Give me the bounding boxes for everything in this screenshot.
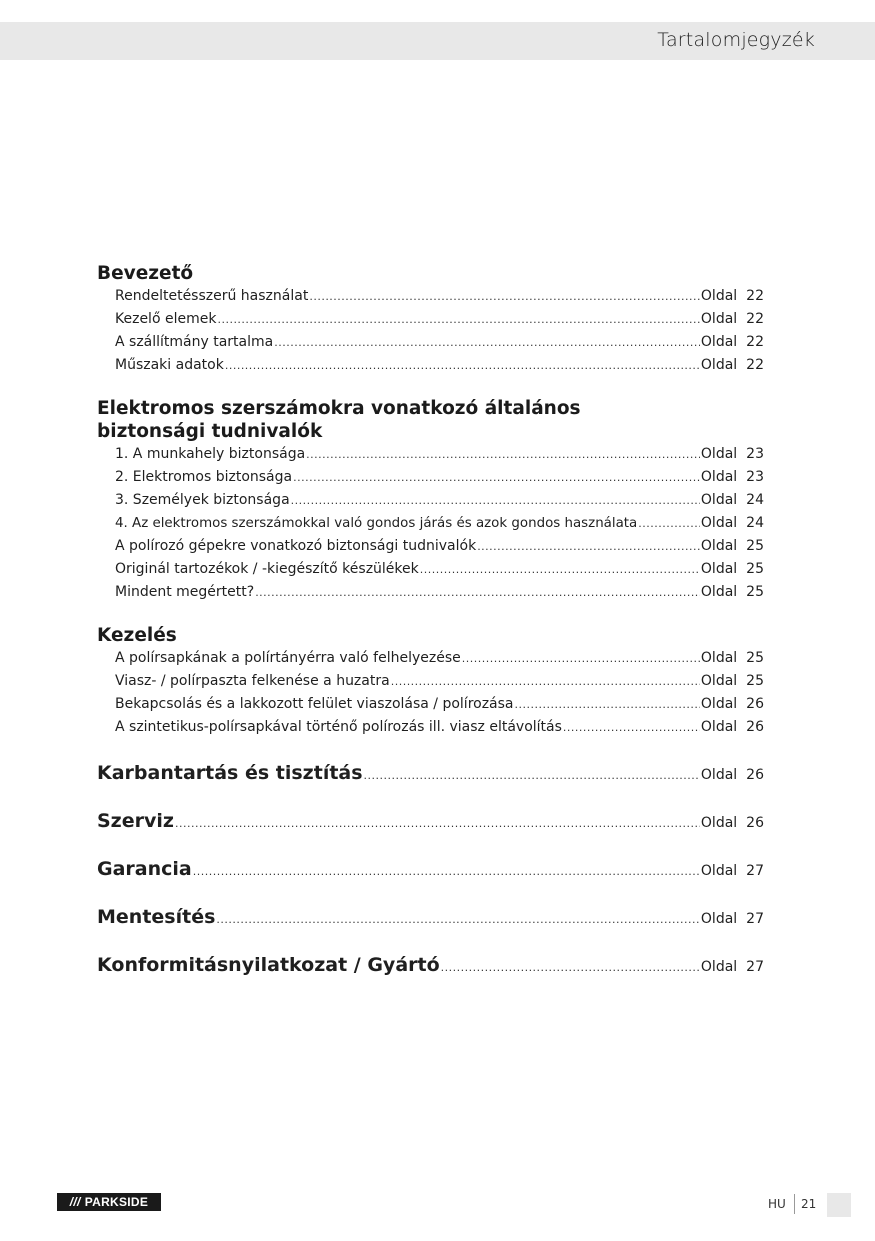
page-word: Oldal [700,673,738,689]
toc-row[interactable] [97,581,764,604]
toc-major-label: Mentesítés [97,906,216,928]
toc-label: 4. Az elektromos szerszámokkal való gondos járás és azok gondos használata [115,516,638,531]
parkside-logo [57,1193,161,1211]
toc-page [701,716,764,739]
toc-major-label: Garancia [97,858,192,880]
toc-label: A szállítmány tartalma [115,334,274,350]
toc-label: A polírsapkának a polírtányérra való felhelyezése [115,650,461,666]
page-number: 27 [746,911,764,927]
leader-dots [515,693,700,716]
page-number: 26 [746,719,764,735]
page-number: 22 [746,357,764,373]
toc-row[interactable] [97,285,764,308]
spacer [97,886,764,903]
toc-page [701,331,764,354]
leader-dots [462,647,700,670]
leader-dots [477,535,700,558]
toc-label: Viasz- / polírpaszta felkenése a huzatra [115,673,390,689]
page-number: 23 [746,469,764,485]
page-number: 25 [746,584,764,600]
toc-row[interactable] [97,693,764,716]
leader-dots [216,906,700,934]
page-number: 27 [746,959,764,975]
leader-dots [441,954,700,982]
toc-row[interactable] [97,512,764,535]
toc-row-major[interactable] [97,855,764,886]
spacer [97,377,764,397]
page-word: Oldal [700,767,738,783]
logo-text: PARKSIDE [84,1195,149,1209]
page-title: Tartalomjegyzék [657,29,815,51]
toc-page [701,489,764,512]
toc-label: Mindent megértett? [115,584,255,600]
leader-dots [391,670,700,693]
toc-page [701,354,764,377]
toc-major-label: Szerviz [97,810,174,832]
leader-dots [309,285,700,308]
language-code: HU [768,1197,786,1211]
page-word: Oldal [700,815,738,831]
leader-dots [306,443,700,466]
toc-label: A polírozó gépekre vonatkozó biztonsági tudnivalók [115,538,477,554]
page-number: 25 [746,538,764,554]
toc-major-label: Konformitásnyilatkozat / Gyártó [97,954,440,976]
leader-dots [175,810,700,838]
toc-page [701,466,764,489]
leader-dots [291,489,700,512]
toc-row[interactable] [97,647,764,670]
toc-page [701,761,764,789]
toc-page [701,905,764,933]
toc-row[interactable] [97,443,764,466]
page-number: 27 [746,863,764,879]
toc-page [701,693,764,716]
leader-dots [217,308,699,331]
page-word: Oldal [700,719,738,735]
toc-page [701,535,764,558]
page-number: 25 [746,650,764,666]
spacer [97,739,764,759]
toc-page [701,285,764,308]
toc-row-major[interactable] [97,903,764,934]
toc-row[interactable] [97,489,764,512]
toc-row[interactable] [97,535,764,558]
page-number: 24 [746,492,764,508]
leader-dots [193,858,700,886]
leader-dots [364,762,700,790]
spacer [97,790,764,807]
toc-row[interactable] [97,466,764,489]
toc-page [701,647,764,670]
page-number: 26 [746,696,764,712]
page-word: Oldal [700,311,738,327]
page-word: Oldal [700,288,738,304]
toc-row[interactable] [97,716,764,739]
page-number: 23 [746,446,764,462]
toc-row[interactable] [97,308,764,331]
page-number: 25 [746,561,764,577]
toc-label: Bekapcsolás és a lakkozott felület viaszolása / polírozása [115,696,514,712]
toc-page [701,857,764,885]
page-word: Oldal [700,334,738,350]
spacer [97,838,764,855]
toc-label: 1. A munkahely biztonsága [115,446,306,462]
toc-label: A szintetikus-polírsapkával történő polírozás ill. viasz eltávolítás [115,719,562,735]
page-word: Oldal [700,561,738,577]
section-heading: Bevezető [97,263,194,284]
toc-row-major[interactable] [97,951,764,982]
toc-row-major[interactable] [97,807,764,838]
page-number: 22 [746,288,764,304]
toc-page [701,809,764,837]
toc-page [701,953,764,981]
toc-label: Originál tartozékok / -kiegészítő készülékek [115,561,419,577]
page-number: 22 [746,311,764,327]
toc-row[interactable] [97,354,764,377]
page-number: 26 [746,815,764,831]
page-word: Oldal [700,911,738,927]
toc-row[interactable] [97,331,764,354]
page-word: Oldal [700,650,738,666]
page-word: Oldal [700,584,738,600]
toc-page [701,581,764,604]
spacer [97,604,764,624]
page-word: Oldal [700,863,738,879]
leader-dots [638,512,700,535]
toc-page [701,443,764,466]
leader-dots [563,716,700,739]
page-word: Oldal [700,696,738,712]
toc-major-label: Karbantartás és tisztítás [97,762,363,784]
toc-page [701,512,764,535]
toc-label: 2. Elektromos biztonsága [115,469,293,485]
toc-page [701,308,764,331]
toc-page [701,670,764,693]
leader-dots [420,558,700,581]
footer-divider [794,1194,795,1214]
page-word: Oldal [700,357,738,373]
leader-dots [293,466,700,489]
toc-row[interactable] [97,558,764,581]
toc-label: 3. Személyek biztonsága [115,492,290,508]
leader-dots [255,581,700,604]
section-heading-line: biztonsági tudnivalók [97,421,323,442]
page-word: Oldal [700,515,738,531]
toc-page [701,558,764,581]
page-word: Oldal [700,446,738,462]
spacer [97,934,764,951]
page-word: Oldal [700,492,738,508]
page-word: Oldal [700,469,738,485]
page-number: 25 [746,673,764,689]
toc-label: Kezelő elemek [115,311,217,327]
page-word: Oldal [700,959,738,975]
footer-tab [827,1193,851,1217]
toc-label: Rendeltetésszerű használat [115,288,309,304]
page-number: 22 [746,334,764,350]
toc-label: Műszaki adatok [115,357,224,373]
page-number: 24 [746,515,764,531]
table-of-contents [97,262,764,982]
page-number-footer: 21 [801,1197,817,1211]
section-heading: Kezelés [97,625,177,646]
leader-dots [274,331,700,354]
section-heading [97,397,764,443]
section-heading-line: Elektromos szerszámokra vonatkozó általános [97,398,581,419]
leader-dots [225,354,700,377]
page-word: Oldal [700,538,738,554]
logo-slashes: /// [69,1195,81,1209]
toc-row-major[interactable] [97,759,764,790]
page-number: 26 [746,767,764,783]
toc-row[interactable] [97,670,764,693]
